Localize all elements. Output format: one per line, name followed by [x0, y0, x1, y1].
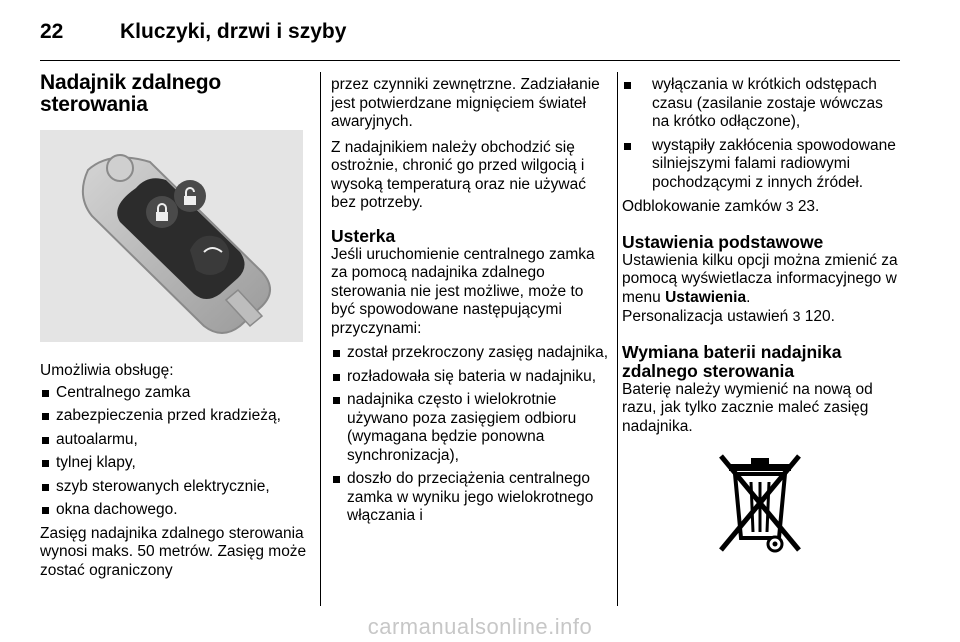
unlock-page-ref: 23.	[797, 198, 820, 215]
list-item: wyłączania w krótkich odstępach czasu (zasilanie zostaje wówczas na krótko odłączone),	[622, 76, 904, 132]
list-item: okna dachowego.	[40, 501, 308, 520]
fault-list-continued	[622, 76, 904, 192]
settings-text: Ustawienia kilku opcji można zmienić za pomocą wyświetlacza informacyjnego w menu	[622, 251, 898, 306]
page-title: Kluczyki, drzwi i szyby	[120, 20, 347, 43]
list-item: szyb sterowanych elektrycznie,	[40, 478, 308, 497]
list-item: doszło do przeciążenia centralnego zamka w wyniku jego wielokrotnego włączania i	[331, 470, 609, 526]
list-item: autoalarmu,	[40, 431, 308, 450]
section-heading-fault: Usterka	[331, 225, 396, 246]
column-2	[331, 72, 609, 531]
remote-key-icon	[40, 130, 303, 342]
section-heading-remote: Nadajnik zdalnego sterowania	[40, 71, 221, 116]
section-heading-battery: Wymiana baterii nadajnika zdalnego sterowania	[622, 341, 842, 381]
operation-list	[40, 384, 308, 520]
page-ref-icon: 3	[792, 308, 801, 324]
paragraph: Z nadajnikiem należy obchodzić się ostrożnie, chronić go przed wilgocią i wysoką temperaturą oraz nie używać bez potrzeby.	[331, 138, 587, 211]
section-heading-settings: Ustawienia podstawowe	[622, 231, 824, 252]
unlock-reference	[622, 197, 904, 217]
crossed-bin-icon	[715, 450, 805, 560]
list-item: rozładowała się bateria w nadajniku,	[331, 368, 609, 387]
settings-end: .	[746, 288, 751, 306]
list-item: nadajnika często i wielokrotnie używano poza zasięgiem odbioru (wymagana będzie ponowna synchronizacja),	[331, 391, 609, 465]
list-item: wystąpiły zakłócenia spowodowane silniejszymi falami radiowymi pochodzącymi z innych źródeł.	[622, 137, 904, 193]
personalization-text: Personalizacja ustawień	[622, 308, 789, 325]
paragraph: przez czynniki zewnętrzne. Zadziałanie jest potwierdzane mignięciem świateł awaryjnych.	[331, 76, 600, 130]
list-item: zabezpieczenia przed kradzieżą,	[40, 407, 308, 426]
page-ref-icon: 3	[785, 198, 794, 214]
settings-menu-name: Ustawienia	[665, 288, 747, 306]
watermark: carmanualsonline.info	[367, 614, 593, 639]
remote-key-image	[40, 130, 303, 342]
fault-intro: Jeśli uruchomienie centralnego zamka za pomocą nadajnika zdalnego sterowania nie jest możliwe, może to być spowodowane następującymi przyczynami:	[331, 245, 595, 337]
battery-paragraph: Baterię należy wymienić na nową od razu, jak tylko zacznie maleć zasięg nadajnika.	[622, 380, 873, 435]
personalization-reference	[622, 307, 904, 327]
fault-list	[331, 344, 609, 526]
range-paragraph: Zasięg nadajnika zdalnego sterowania wynosi maks. 50 metrów. Zasięg może zostać ograniczony	[40, 524, 307, 579]
personalization-page-ref: 120.	[804, 308, 835, 325]
unlock-text: Odblokowanie zamków	[622, 198, 782, 215]
page-number: 22	[40, 20, 64, 43]
column-1	[40, 72, 308, 580]
column-divider-2	[617, 72, 618, 606]
page-header	[40, 16, 346, 48]
list-item: został przekroczony zasięg nadajnika,	[331, 344, 609, 363]
column-divider-1	[320, 72, 321, 606]
list-item: tylnej klapy,	[40, 454, 308, 473]
list-item: Centralnego zamka	[40, 384, 308, 403]
column-3	[622, 72, 904, 560]
operation-intro: Umożliwia obsługę:	[40, 362, 174, 379]
header-rule	[40, 60, 900, 61]
settings-paragraph	[622, 252, 904, 308]
